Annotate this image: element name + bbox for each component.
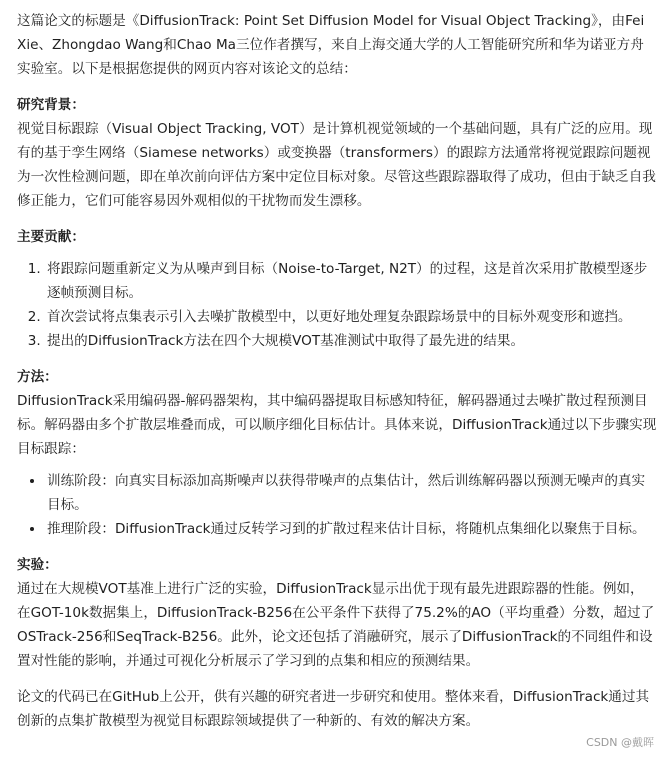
experiments-section [17,553,657,673]
method-section [17,365,657,541]
intro-paragraph: 这篇论文的标题是《DiffusionTrack: Point Set Diffusion Model for Visual Object Tracking》，由Fei Xie、Zhongdao Wang和Chao Ma三位作者撰写，来自上海交通大学的人工智能研究所和华为诺亚方舟实验室。以下是根据您提供的网页内容对该论文的总结： [17,13,645,77]
background-text: 视觉目标跟踪（Visual Object Tracking, VOT）是计算机视觉领域的一个基础问题，具有广泛的应用。现有的基于孪生网络（Siamese networks）或变换器（transformers）的跟踪方法通常将视觉跟踪问题视为一次性检测问题，即在单次前向评估方案中定位目标对象。尽管这些跟踪器取得了成功，但由于缺乏自我修正能力，它们可能容易因外观相似的干扰物而发生漂移。 [17,121,656,209]
background-title: 研究背景： [17,97,85,113]
experiments-title: 实验： [17,557,58,573]
method-steps-list [17,469,657,541]
list-item: 3. 提出的DiffusionTrack方法在四个大规模VOT基准测试中取得了最先进的结果。 [45,329,657,353]
experiments-text: 通过在大规模VOT基准上进行广泛的实验，DiffusionTrack显示出优于现有最先进跟踪器的性能。例如，在GOT-10k数据集上，DiffusionTrack-B256在公平条件下获得了75.2%的AO（平均重叠）分数，超过了OSTrack-256和SeqTrack-B256。此外，论文还包括了消融研究，展示了DiffusionTrack的不同组件和设置对性能的影响，并通过可视化分析展示了学习到的点集和相应的预测结果。 [17,581,655,669]
article-body [17,9,657,733]
method-text: DiffusionTrack采用编码器-解码器架构，其中编码器提取目标感知特征，解码器通过去噪扩散过程预测目标。解码器由多个扩散层堆叠而成，可以顺序细化目标估计。具体来说，DiffusionTrack通过以下步骤实现目标跟踪： [17,393,657,457]
list-item: • 推理阶段：DiffusionTrack通过反转学习到的扩散过程来估计目标，将随机点集细化以聚焦于目标。 [45,517,657,541]
list-item: 1. 将跟踪问题重新定义为从噪声到目标（Noise-to-Target, N2T）的过程，这是首次采用扩散模型逐步逐帧预测目标。 [45,257,657,305]
contributions-title: 主要贡献： [17,229,85,245]
closing-paragraph: 论文的代码已在GitHub上公开，供有兴趣的研究者进一步研究和使用。整体来看，DiffusionTrack通过其创新的点集扩散模型为视觉目标跟踪领域提供了一种新的、有效的解决方案。 [17,689,650,729]
method-title: 方法： [17,369,58,385]
list-item: • 训练阶段：向真实目标添加高斯噪声以获得带噪声的点集估计，然后训练解码器以预测无噪声的真实目标。 [45,469,657,517]
watermark: CSDN @戴晖 [586,736,654,749]
contributions-section [17,225,657,353]
contributions-list [17,257,657,353]
background-section [17,93,657,213]
list-item: 2. 首次尝试将点集表示引入去噪扩散模型中，以更好地处理复杂跟踪场景中的目标外观变形和遮挡。 [45,305,657,329]
